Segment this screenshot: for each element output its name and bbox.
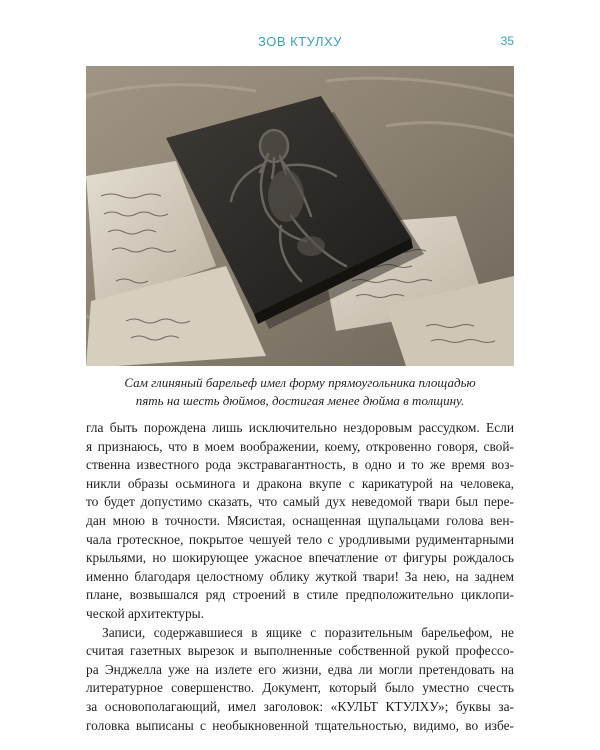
text-line: Записи, содержавшиеся в ящике с поразительным барельефом, не	[102, 624, 514, 640]
bas-relief-painting-icon	[86, 66, 514, 366]
text-line: дан мною в точности. Мясистая, оснащенная щупальцами голова вен-	[86, 512, 514, 528]
text-line: никли образы осьминога и дракона вкупе с карикатурой на человека,	[86, 475, 514, 491]
text-line: то будет допустимо сказать, что самый дух неведомой твари был пере-	[86, 494, 514, 510]
text-line: крыльями, но шокирующее ужасное впечатление от фигуры рождалось	[86, 550, 514, 566]
text-line: ственна известного рода экстравагантность, в одно и то же время воз-	[86, 457, 514, 473]
text-line: ческой архитектуры.	[86, 605, 205, 621]
text-line: гла быть порождена лишь исключительно нездоровым рассудком. Если	[86, 420, 514, 435]
text-line: чала гротескное, покрытое чешуей тело с уродливыми рудиментарными	[86, 531, 514, 547]
page-header	[0, 34, 600, 54]
caption-line: пять на шесть дюймов, достигая менее дюйма в толщину.	[135, 393, 465, 408]
text-line: за основополагающий, имел заголовок: «КУЛЬТ КТУЛХУ»; буквы за-	[86, 698, 514, 714]
text-line: плане, возвышался ряд строений в стиле предположительно циклопи-	[86, 587, 514, 603]
running-title: ЗОВ КТУЛХУ	[258, 34, 342, 49]
bas-relief-illustration	[86, 66, 514, 366]
text-line: я признаюсь, что в моем воображении, коему, откровенно говоря, свой-	[86, 438, 514, 454]
caption-line: Сам глиняный барельеф имел форму прямоугольника площадью	[124, 375, 476, 390]
text-line: именно благодаря целостному облику жуткой твари! За нею, на заднем	[86, 568, 514, 584]
text-line: литературное совершенство. Документ, который было уместно счесть	[86, 680, 514, 696]
figure-caption	[86, 374, 514, 410]
text-line: ра Энджелла уже на излете его жизни, едва ли могли претендовать на	[86, 661, 514, 677]
text-line: считая газетных вырезок и выполненные собственной рукой профессо-	[86, 643, 514, 659]
page-number: 35	[500, 34, 514, 48]
body-text	[86, 419, 514, 735]
text-line: головка выписаны с необыкновенной тщательностью, видимо, во избе-	[86, 717, 514, 733]
